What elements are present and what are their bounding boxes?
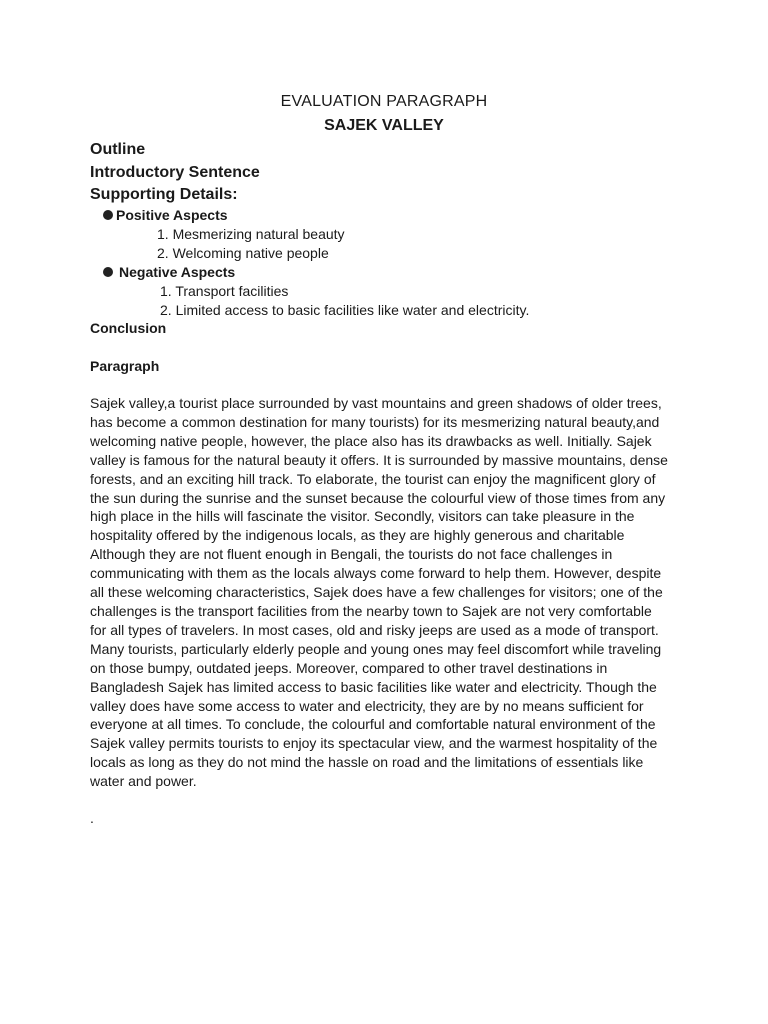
positive-item-1: 1. Mesmerizing natural beauty [157,226,345,242]
negative-aspects-label: Negative Aspects [119,264,236,280]
positive-aspects-bullet [103,207,228,223]
supporting-heading: Supporting Details: [90,186,238,203]
document-title: EVALUATION PARAGRAPH [280,93,488,110]
negative-aspects-bullet [103,264,235,280]
intro-heading: Introductory Sentence [90,164,260,181]
document-subtitle: SAJEK VALLEY [324,117,444,134]
outline-heading: Outline [90,141,146,158]
bullet-dot-icon [103,267,113,277]
positive-item-2: 2. Welcoming native people [157,245,329,261]
evaluation-paragraph: Sajek valley,a tourist place surrounded by vast mountains and green shadows of older trees, has become a common destination for many tourists) for its mesmerizing natural beauty,and welcoming native people, however, the place also has its drawbacks as well. Initially. Sajek valley is famous for the natural beauty it offers. It is surrounded by massive mountains, dense forests, and an exciting hill track. To elaborate, the tourist can enjoy the magnificent glory of the sun during the sunrise and the sunset because the colourful view of those times from any high place in the hills will fascinate the visitor. Secondly, visitors can take pleasure in the hospitality offered by the indigenous locals, as they are highly generous and charitable Although they are not fluent enough in Bengali, the tourists do not face challenges in communicating with them as the locals always come forward to help them. However, despite all these welcoming characteristics, Sajek does have a few challenges for visitors; one of the challenges is the transport facilities from the nearby town to Sajek are not very comfortable for all types of travelers. In most cases, old and risky jeeps are used as a mode of transport. Many tourists, particularly elderly people and young ones may feel discomfort while traveling on those bumpy, outdated jeeps. Moreover, compared to other travel destinations in Bangladesh Sajek has limited access to basic facilities like water and electricity. Though the valley does have some access to water and electricity, they are by no means sufficient for everyone at all times. To conclude, the colourful and comfortable natural environment of the Sajek valley permits tourists to enjoy its spectacular view, and the warmest hospitality of the locals as long as they do not mind the hassle on road and the limitations of essentials like water and power. [90,395,668,790]
trailing-mark: . [90,810,94,826]
paragraph-heading: Paragraph [90,358,160,374]
conclusion-heading: Conclusion [90,320,167,336]
bullet-dot-icon [103,210,113,220]
negative-item-2: 2. Limited access to basic facilities like water and electricity. [160,302,530,318]
positive-aspects-label: Positive Aspects [116,207,228,223]
negative-item-1: 1. Transport facilities [160,283,289,299]
